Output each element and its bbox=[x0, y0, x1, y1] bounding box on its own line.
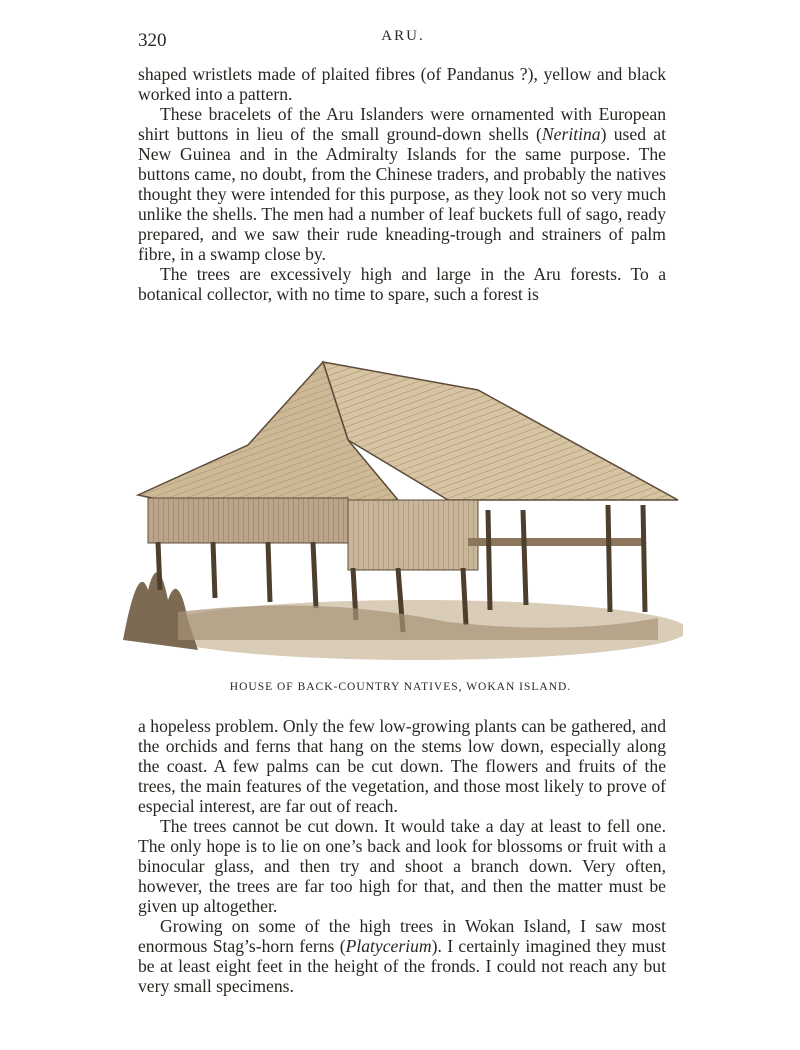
running-head: ARU. bbox=[381, 28, 425, 44]
house-engraving bbox=[118, 350, 683, 670]
paragraph-text: Growing on some of the high trees in Wokan Island, I saw most enormous Stag’s-horn ferns ( bbox=[138, 916, 666, 956]
paragraph-text: ) used at New Guinea and in the Admiralty Islands for the same purpose. The buttons came, no doubt, from the Chinese traders, and probably the natives thought they were intended for this purpose, as they look not so very much unlike the shells. The men had a number of leaf buckets full of sago, ready prepared, and we saw their rude kneading-trough and strainers of palm fibre, in a swamp close by. bbox=[138, 124, 666, 264]
page-number: 320 bbox=[138, 30, 167, 51]
paragraph-cutting: The trees cannot be cut down. It would take a day at least to fell one. The only hope is to lie on one’s back and look for blossoms or fruit with a binocular glass, and then try and shoot a branch down. Very often, however, the trees are far too high for that, and then the matter must be given up altogether. bbox=[138, 816, 666, 916]
paragraph-bracelets bbox=[138, 104, 666, 264]
upper-text-block bbox=[138, 64, 666, 304]
paragraph-text: These bracelets of the Aru Islanders were ornamented with European shirt buttons in lieu of the small ground-down shells ( bbox=[138, 104, 666, 144]
paragraph-trees: The trees are excessively high and large in the Aru forests. To a botanical collector, with no time to spare, such a forest is bbox=[138, 264, 666, 304]
open-platform bbox=[468, 538, 643, 546]
italic-term: Neritina bbox=[541, 124, 601, 144]
italic-term: Platycerium bbox=[345, 936, 432, 956]
figure-caption: HOUSE OF BACK-COUNTRY NATIVES, WOKAN ISLAND. bbox=[229, 681, 572, 693]
paragraph-ferns bbox=[138, 916, 666, 996]
lower-text-block bbox=[138, 716, 666, 996]
paragraph-continuation: shaped wristlets made of plaited fibres (of Pandanus ?), yellow and black worked into a pattern. bbox=[138, 64, 666, 104]
house-illustration bbox=[118, 350, 683, 670]
paragraph-text: ). I certainly imagined they must be at least eight feet in the height of the fronds. I could not reach any but very small specimens. bbox=[138, 936, 666, 996]
page-header bbox=[138, 26, 668, 50]
paragraph-problem: a hopeless problem. Only the few low-growing plants can be gathered, and the orchids and ferns that hang on the stems low down, especially along the coast. A few palms can be cut down. The flowers and fruits of the trees, the main features of the vegetation, and those most likely to prove of especial interest, are far out of reach. bbox=[138, 716, 666, 816]
